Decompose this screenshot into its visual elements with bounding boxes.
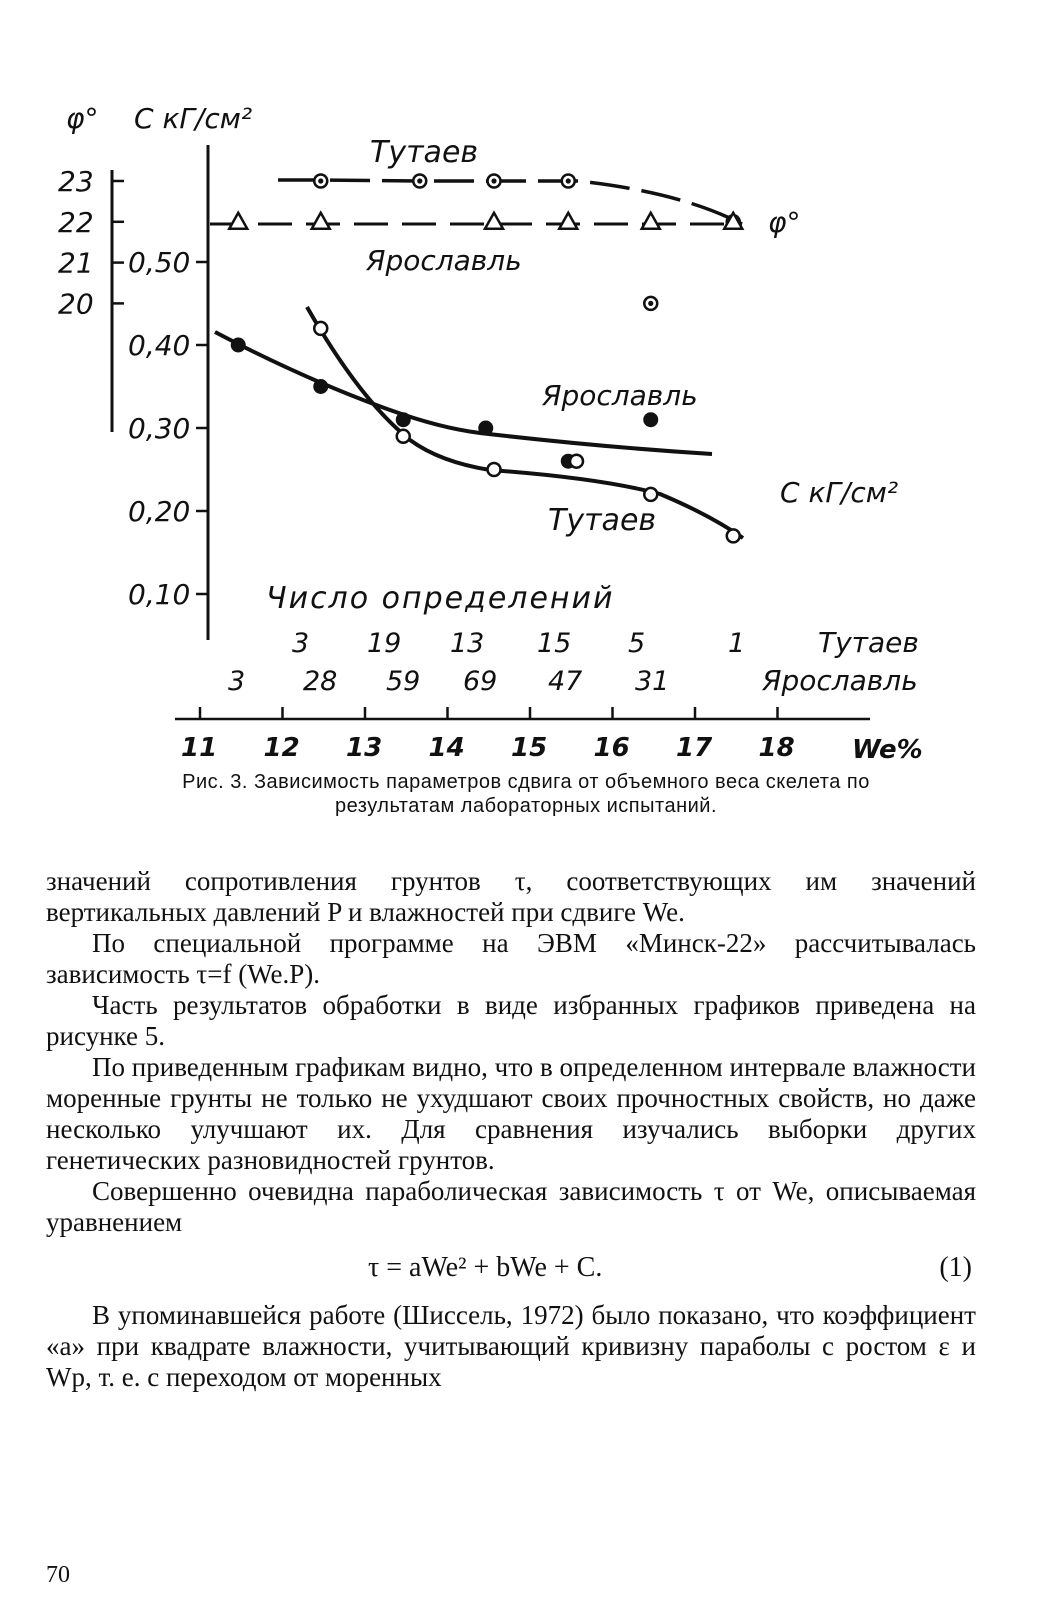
x-tick-label: 13 [346, 733, 383, 763]
c-tick-label: 0,10 [128, 578, 191, 611]
counts-row-tutaev [292, 628, 745, 659]
counts-label-tutaev: Тутаев [818, 626, 919, 659]
point-yaroslavl_c [643, 412, 658, 427]
caption-line: Рис. 3. Зависимость параметров сдвига от объемного веса скелета по [182, 771, 870, 793]
x-tick-label: 16 [593, 733, 630, 763]
c-axis-label: С кГ/см² [134, 102, 253, 135]
count-value: 19 [367, 628, 402, 659]
point-tutaev_phi [413, 175, 426, 188]
equation-body: τ = aWe² + bWe + C. [368, 1252, 603, 1283]
point-yaroslavl_phi [312, 213, 330, 229]
body-text [46, 866, 976, 1393]
series-label-right-phi: φ° [768, 206, 801, 239]
count-value: 59 [386, 666, 421, 697]
point-tutaev_phi [562, 175, 575, 188]
point-tutaev_c [727, 529, 740, 542]
c-tick-label: 0,30 [128, 412, 191, 445]
phi-tick-label: 21 [58, 246, 94, 280]
c-tick-label: 0,40 [128, 329, 191, 362]
point-yaroslavl_c [396, 412, 411, 427]
point-tutaev_c [570, 455, 583, 468]
count-value: 1 [728, 628, 746, 659]
point-yaroslavl_phi [229, 213, 247, 229]
series-label-yaroslavl-c: Ярославль [542, 379, 698, 412]
figure-caption [86, 770, 966, 818]
point-yaroslavl_c [478, 421, 493, 436]
point-yaroslavl_phi [642, 213, 660, 229]
series-label-yaroslavl-phi: Ярославль [366, 244, 522, 277]
paragraph: Часть результатов обработки в виде избранных графиков приведена на рисунке 5. [46, 990, 976, 1051]
count-value: 3 [292, 628, 310, 659]
c-tick-label: 0,20 [128, 495, 191, 528]
paragraph: По приведенным графикам видно, что в определенном интервале влажности моренные грунты не только не ухудшают своих прочностных свойств, но даже несколько улучшают их. Для сравнения изучались выборки других генетических разновидностей грунтов. [46, 1052, 976, 1175]
x-tick-label: 17 [676, 733, 713, 763]
x-tick-label: 11 [181, 733, 218, 763]
point-isolated [644, 297, 657, 310]
point-tutaev_c [397, 430, 410, 443]
point-tutaev_c [314, 322, 327, 335]
count-value: 69 [463, 666, 498, 697]
paragraph: значений сопротивления грунтов τ, соответствующих им значений вертикальных давлений P и влажностей при сдвиге We. [46, 866, 976, 927]
counts-row-yaroslavl [228, 666, 669, 697]
point-tutaev_c [644, 488, 657, 501]
x-tick-label: 14 [428, 733, 465, 763]
x-tick-label: 12 [263, 733, 300, 763]
x-axis-label: We% [852, 735, 923, 765]
count-value: 28 [303, 666, 338, 697]
equation-number: (1) [939, 1252, 972, 1283]
point-yaroslavl_phi [559, 213, 577, 229]
paragraph: Совершенно очевидна параболическая зависимость τ от We, описываемая уравнением [46, 1176, 976, 1237]
counts-label-yaroslavl: Ярославль [762, 664, 918, 697]
page-number: 70 [46, 1562, 70, 1588]
count-value: 5 [628, 628, 646, 659]
paragraph: В упоминавшейся работе (Шиссель, 1972) было показано, что коэффициент «a» при квадрате влажности, учитывающий кривизну параболы с ростом ε и Wp, т. е. с переходом от моренных [46, 1300, 976, 1392]
point-yaroslavl_c [231, 338, 246, 353]
x-tick-label: 18 [758, 733, 795, 763]
series-label-tutaev-c: Тутаев [548, 503, 657, 538]
markers [229, 175, 742, 543]
count-value: 31 [635, 666, 670, 697]
count-value: 3 [228, 666, 246, 697]
point-tutaev_phi [314, 175, 327, 188]
count-value: 47 [548, 666, 583, 697]
point-yaroslavl_phi [485, 213, 503, 229]
paragraph: По специальной программе на ЭВМ «Минск-22» рассчитывалась зависимость τ=f (We.P). [46, 928, 976, 989]
series-label-tutaev-phi: Тутаев [370, 135, 479, 170]
series-label-right-c: С кГ/см² [780, 476, 899, 509]
point-tutaev_phi [488, 175, 501, 188]
tutaev-phi-curve [278, 180, 742, 224]
count-value: 15 [537, 628, 572, 659]
x-tick-label: 15 [511, 733, 548, 763]
tutaev-c-curve [307, 307, 743, 538]
c-tick-label: 0,50 [128, 246, 191, 279]
phi-tick-label: 20 [58, 287, 94, 321]
c-ticks [128, 246, 208, 611]
point-tutaev_c [488, 463, 501, 476]
caption-line: результатам лабораторных испытаний. [334, 795, 718, 817]
figure [0, 0, 1048, 780]
phi-tick-label: 23 [58, 165, 94, 198]
point-yaroslavl_c [313, 379, 328, 394]
equation [46, 1238, 976, 1300]
counts-title: Число определений [266, 581, 615, 616]
x-ticks [181, 707, 795, 763]
phi-ticks [58, 165, 124, 320]
phi-axis-label: φ° [66, 102, 99, 135]
phi-tick-label: 22 [58, 205, 94, 239]
count-value: 13 [450, 628, 485, 659]
